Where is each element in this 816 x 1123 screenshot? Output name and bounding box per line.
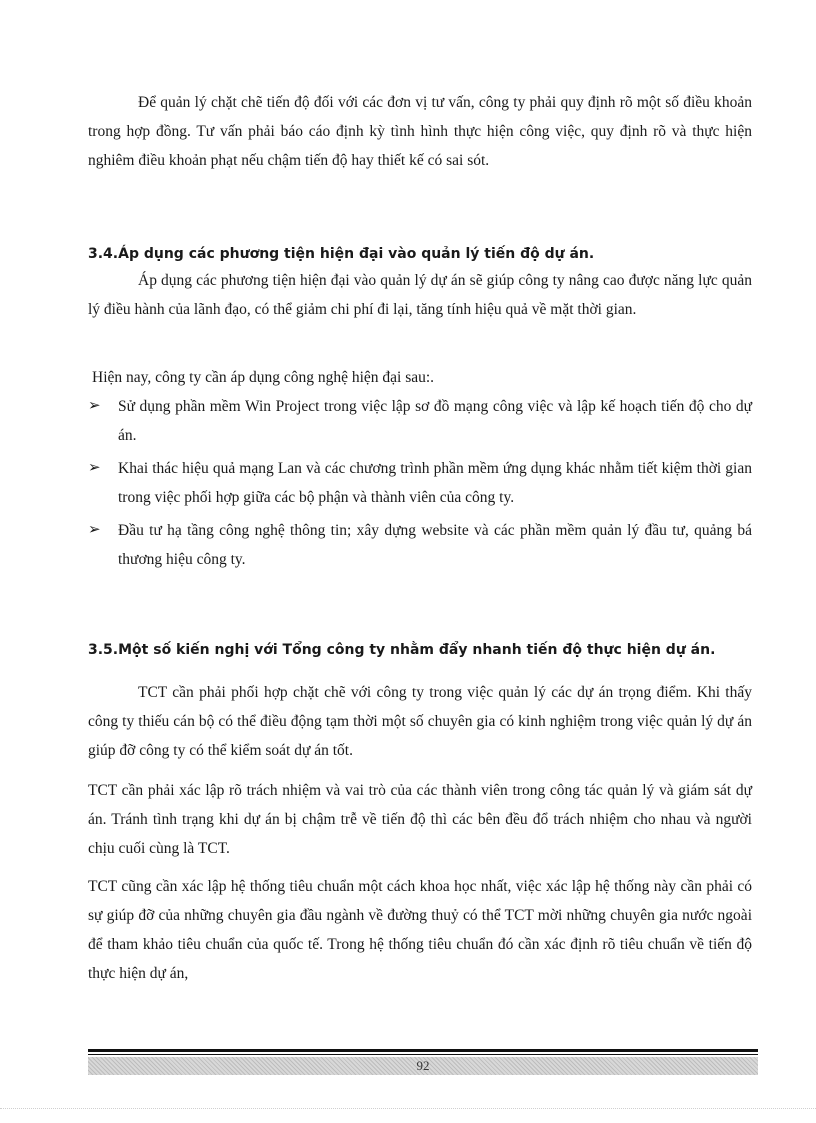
- intro-paragraph: Để quản lý chặt chẽ tiến độ đối với các đơn vị tư vấn, công ty phải quy định rõ một số điều khoản trong hợp đồng. Tư vấn phải báo cáo định kỳ tình hình thực hiện công việc, quy định rõ và thực hiện nghiêm điều khoản phạt nếu chậm tiến độ hay thiết kế có sai sót.: [88, 94, 752, 169]
- section-3-5-paragraph-2: TCT cần phải xác lập rõ trách nhiệm và vai trò của các thành viên trong công tác quản lý và giám sát dự án. Tránh tình trạng khi dự án bị chậm trễ về tiến độ thì các bên đều đổ trách nhiệm cho nhau và người chịu cuối cùng là TCT.: [88, 782, 752, 857]
- arrow-bullet-icon: ➢: [88, 460, 101, 476]
- section-3-5-paragraph-3: TCT cũng cần xác lập hệ thống tiêu chuẩn một cách khoa học nhất, việc xác lập hệ thống này cần phải có sự giúp đỡ của những chuyên gia đầu ngành về đường thuỷ có thể TCT mời những chuyên gia nước ngoài để tham khảo tiêu chuẩn của quốc tế. Trong hệ thống tiêu chuẩn đó cần xác định rõ tiêu chuẩn về tiến độ thực hiện dự án,: [88, 878, 752, 982]
- section-3-5-heading: 3.5.Một số kiến nghị với Tổng công ty nhằm đẩy nhanh tiến độ thực hiện dự án.: [88, 642, 716, 658]
- section-3-4-heading: 3.4.Áp dụng các phương tiện hiện đại vào quản lý tiến độ dự án.: [88, 246, 595, 262]
- arrow-bullet-icon: ➢: [88, 522, 101, 538]
- bullet-text: Đầu tư hạ tầng công nghệ thông tin; xây dựng website và các phần mềm quản lý đầu tư, quảng bá thương hiệu công ty.: [118, 522, 752, 568]
- bullet-text: Sử dụng phần mềm Win Project trong việc lập sơ đồ mạng công việc và lập kế hoạch tiến độ cho dự án.: [118, 398, 752, 444]
- arrow-bullet-icon: ➢: [88, 398, 101, 414]
- footer-rule: [88, 1054, 758, 1055]
- bullet-item: [88, 392, 752, 450]
- technology-bullet-list: [88, 392, 752, 578]
- footer-band: [88, 1057, 758, 1075]
- section-3-4-paragraph: Áp dụng các phương tiện hiện đại vào quản lý dự án sẽ giúp công ty nâng cao được năng lực quản lý điều hành của lãnh đạo, có thể giảm chi phí đi lại, tăng tính hiệu quả về mặt thời gian.: [88, 272, 752, 318]
- page-footer: [88, 1049, 758, 1075]
- page-edge-dotted-line: [0, 1108, 816, 1109]
- section-3-5-paragraph-1: TCT cần phải phối hợp chặt chẽ với công ty trong việc quản lý các dự án trọng điểm. Khi thấy công ty thiếu cán bộ có thể điều động tạm thời một số chuyên gia có kinh nghiệm trong việc quản lý dự án giúp đỡ công ty có thể kiểm soát dự án tốt.: [88, 684, 752, 759]
- footer-rule: [88, 1049, 758, 1052]
- bullet-text: Khai thác hiệu quả mạng Lan và các chương trình phần mềm ứng dụng khác nhằm tiết kiệm thời gian trong việc phối hợp giữa các bộ phận và thành viên của công ty.: [118, 460, 752, 506]
- section-3-4-lead: Hiện nay, công ty cần áp dụng công nghệ hiện đại sau:.: [92, 369, 435, 386]
- bullet-item: [88, 516, 752, 574]
- page-number: 92: [416, 1058, 430, 1073]
- bullet-item: [88, 454, 752, 512]
